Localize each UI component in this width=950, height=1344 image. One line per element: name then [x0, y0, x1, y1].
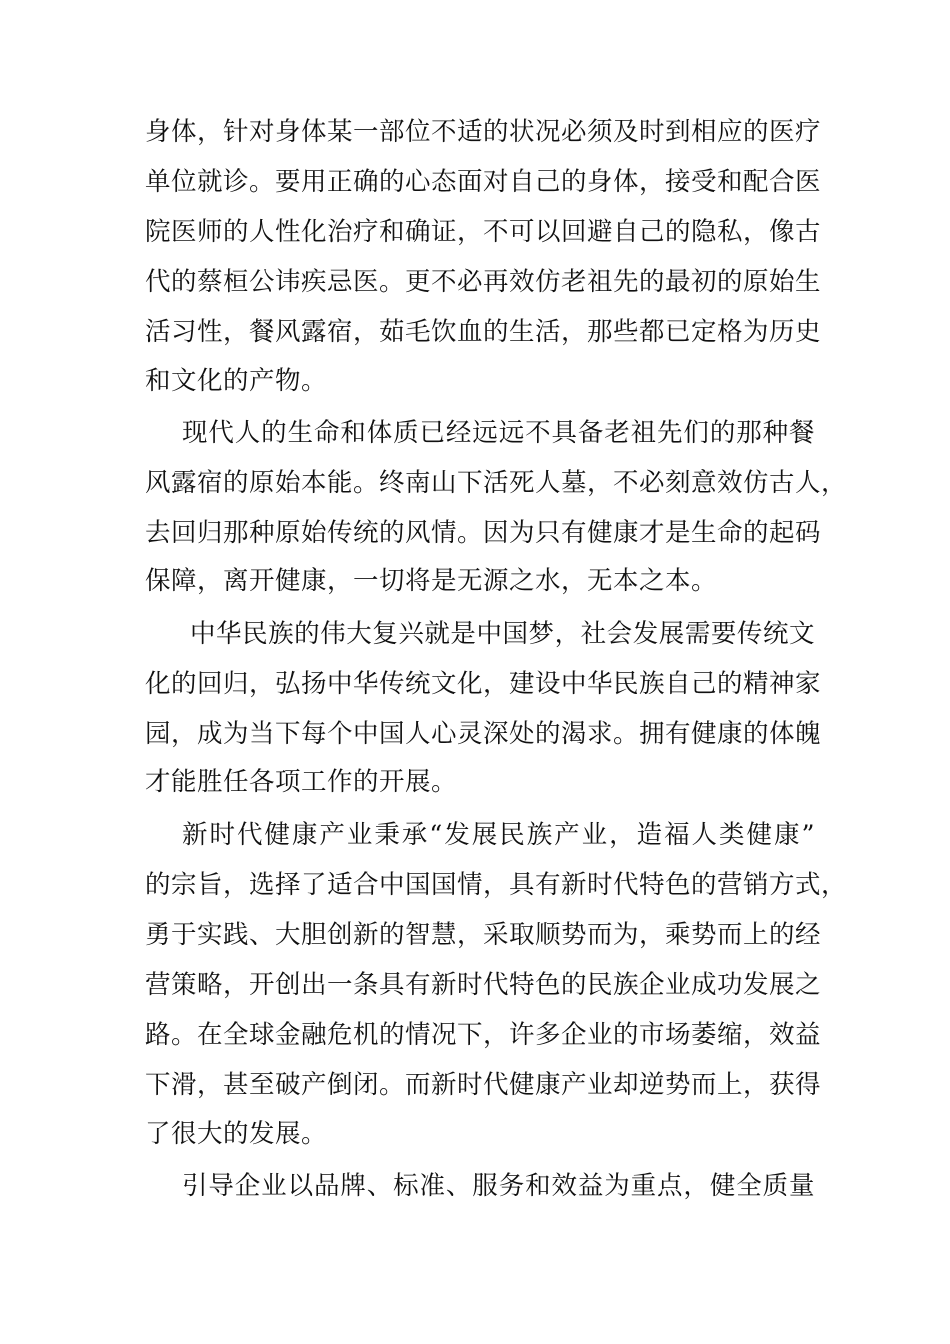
- text-line: 化的回归，弘扬中华传统文化，建设中华民族自己的精神家: [145, 669, 822, 699]
- text-line: 中华民族的伟大复兴就是中国梦，社会发展需要传统文: [190, 619, 815, 649]
- text-line: 引导企业以品牌、标准、服务和效益为重点，健全质量: [182, 1171, 815, 1201]
- text-line: 去回归那种原始传统的风情。因为只有健康才是生命的起码: [145, 518, 822, 548]
- text-line: 了很大的发展。: [145, 1119, 328, 1149]
- text-line: 才能胜任各项工作的开展。: [145, 767, 458, 797]
- text-line: 营策略，开创出一条具有新时代特色的民族企业成功发展之: [145, 970, 822, 1000]
- text-line: 路。在全球金融危机的情况下，许多企业的市场萎缩，效益: [145, 1020, 822, 1050]
- text-line: 保障，离开健康，一切将是无源之水，无本之本。: [145, 566, 718, 596]
- text-line: 单位就诊。要用正确的心态面对自己的身体，接受和配合医: [145, 167, 822, 197]
- text-line: 院医师的人性化治疗和确证，不可以回避自己的隐私，像古: [145, 217, 822, 247]
- text-line: 活习性，餐风露宿，茹毛饮血的生活，那些都已定格为历史: [145, 317, 822, 347]
- text-line: 身体，针对身体某一部位不适的状况必须及时到相应的医疗: [145, 117, 822, 147]
- text-line: 现代人的生命和体质已经远远不具备老祖先们的那种餐: [182, 418, 815, 448]
- text-line: 新时代健康产业秉承“发展民族产业，造福人类健康”: [182, 820, 815, 850]
- text-line: 代的蔡桓公讳疾忌医。更不必再效仿老祖先的最初的原始生: [145, 267, 822, 297]
- text-line: 勇于实践、大胆创新的智慧，采取顺势而为，乘势而上的经: [145, 920, 822, 950]
- text-line: 风露宿的原始本能。终南山下活死人墓，不必刻意效仿古人，: [145, 468, 848, 498]
- text-line: 园，成为当下每个中国人心灵深处的渴求。拥有健康的体魄: [145, 719, 822, 749]
- text-line: 和文化的产物。: [145, 366, 328, 396]
- text-line: 下滑，甚至破产倒闭。而新时代健康产业却逆势而上，获得: [145, 1070, 822, 1100]
- text-line: 的宗旨，选择了适合中国国情，具有新时代特色的营销方式，: [145, 870, 848, 900]
